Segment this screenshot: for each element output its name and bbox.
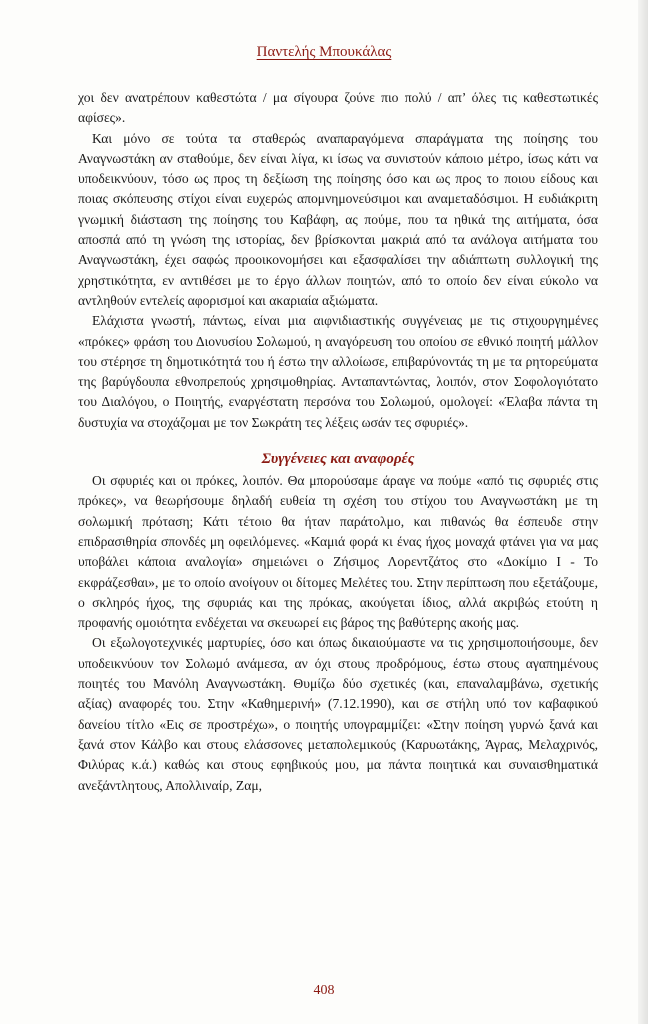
paragraph: Οι σφυριές και οι πρόκες, λοιπόν. Θα μπορούσαμε άραγε να πούμε «από τις σφυριές στις πρόκες», να θεωρήσουμε δηλαδή ευθεία τη σχέση του στίχου του Αναγνωστάκη με τη σολωμική πρόταση; Κάτι τέτοιο θα ήταν παράτολμο, και πιθανώς θα έσπευδε στην επιδρασιθηρία σπονδές μη οφειλόμενες. «Καμιά φορά κι ένας ήχος μοναχά φτάνει για να μας υποβάλει κάποια αναλογία» σημειώνει ο Ζήσιμος Λορεντζάτος στο «Δοκίμιο Ι - Το εκφράζεσθαι», με το οποίο ανοίγουν οι δίτομες Μελέτες του. Στην περίπτωση που εξετάζουμε, ο σκληρός ήχος, της σφυριάς και της πρόκας, ακούγεται ίδιος, αλλά ακριβώς ετούτη η προφανής ομοιότητα ενδέχεται να σκευωρεί εις βάρος της βαθύτερης ακοής μας. <box>78 473 598 631</box>
body-text <box>78 88 598 796</box>
paragraph: χοι δεν ανατρέπουν καθεστώτα / μα σίγουρα ζούνε πιο πολύ / απ’ όλες τις καθεστωτικές αφίσες». <box>78 90 598 126</box>
section-heading: Συγγένειες και αναφορές <box>261 451 415 468</box>
paragraph: Και μόνο σε τούτα τα σταθερώς αναπαραγόμενα σπαράγματα της ποίησης του Αναγνωστάκη αν σταθούμε, δεν είναι λίγα, κι ίσως να συνιστούν κάποιο μέτρο, ίσως κάτι να υποδεικνύουν, τόσο ως προς τη δεξίωση της ποίησης όσο και ως προς το ποιου είδους και ποιας σκόπευσης στίχοι είναι ευχερώς απομνημονεύσιμοι και αναμεταδόσιμοι. Η ευδιάκριτη γνωμική διάσταση της ποίησης του Καβάφη, ας πούμε, που τα ηθικά της αιτήματα, όσα αποσπά από τη γνώση της ιστορίας, δεν βρίσκονται μακριά από τα ανάλογα αιτήματα του Αναγνωστάκη, έχει σαφώς προοικονομήσει και εξασφαλίσει την αδιάπτωτη συλλογική της χρηστικότητα, εν αντιθέσει με το έργο άλλων ποιητών, από το οποίο δεν είναι εύκολο να αντληθούν εντελείς αφορισμοί και ακαριαία αξιώματα. <box>78 130 598 308</box>
page-number: 408 <box>313 983 335 998</box>
paragraph: Οι εξωλογοτεχνικές μαρτυρίες, όσο και όπως δικαιούμαστε να τις χρησιμοποιήσουμε, δεν υποδεικνύουν τον Σολωμό ανάμεσα, αν όχι στους προδρόμους, έστω στους αγαπημένους ποιητές του Μανόλη Αναγνωστάκη. Θυμίζω δύο σχετικές (και, επαναλαμβάνω, σχετικής αξίας) αναφορές του. Στην «Καθημερινή» (7.12.1990), και σε στήλη υπό τον καβαφικού δανείου τίτλο «Εις σε προστρέχω», ο ποιητής υπογραμμίζει: «Στην ποίηση γυρνώ ξανά και ξανά στον Κάλβο και στους ελάσσονες μεταπολεμικούς (Καρυωτάκης, Άγρας, Μελαχρινός, Φιλύρας κ.ά.) καθώς και στους εφηβικούς μου, μα πάντα ποιητικά και συναισθηματικά ανεξάντλητους, Απολλιναίρ, Ζαμ, <box>78 635 598 793</box>
paragraph: Ελάχιστα γνωστή, πάντως, είναι μια αιφνιδιαστικής συγγένειας με τις στιχουργημένες «πρόκες» φράση του Διονυσίου Σολωμού, η αναγόρευση του οποίου σε εθνικό ποιητή μάλλον του στέρησε τη δημοτικότητά του ή έστω την αλλοίωσε, επιβαρύνοντάς τη με τα ρητορεύματα της βαρύγδουπα εθνοπρεπούς χρησιμοθηρίας. Ανταπαντώντας, λοιπόν, στον Σοφολογιότατο του Διαλόγου, ο Ποιητής, εναργέστατη περσόνα του Σολωμού, ομολογεί: «Έλαβα πάντα τη δυστυχία να στοχάζομαι με τον Σωκράτη τες λέξεις ωσάν τες σφυριές». <box>78 313 598 430</box>
page-edge-shadow <box>638 0 648 1024</box>
running-head: Παντελής Μπουκάλας <box>256 44 392 60</box>
